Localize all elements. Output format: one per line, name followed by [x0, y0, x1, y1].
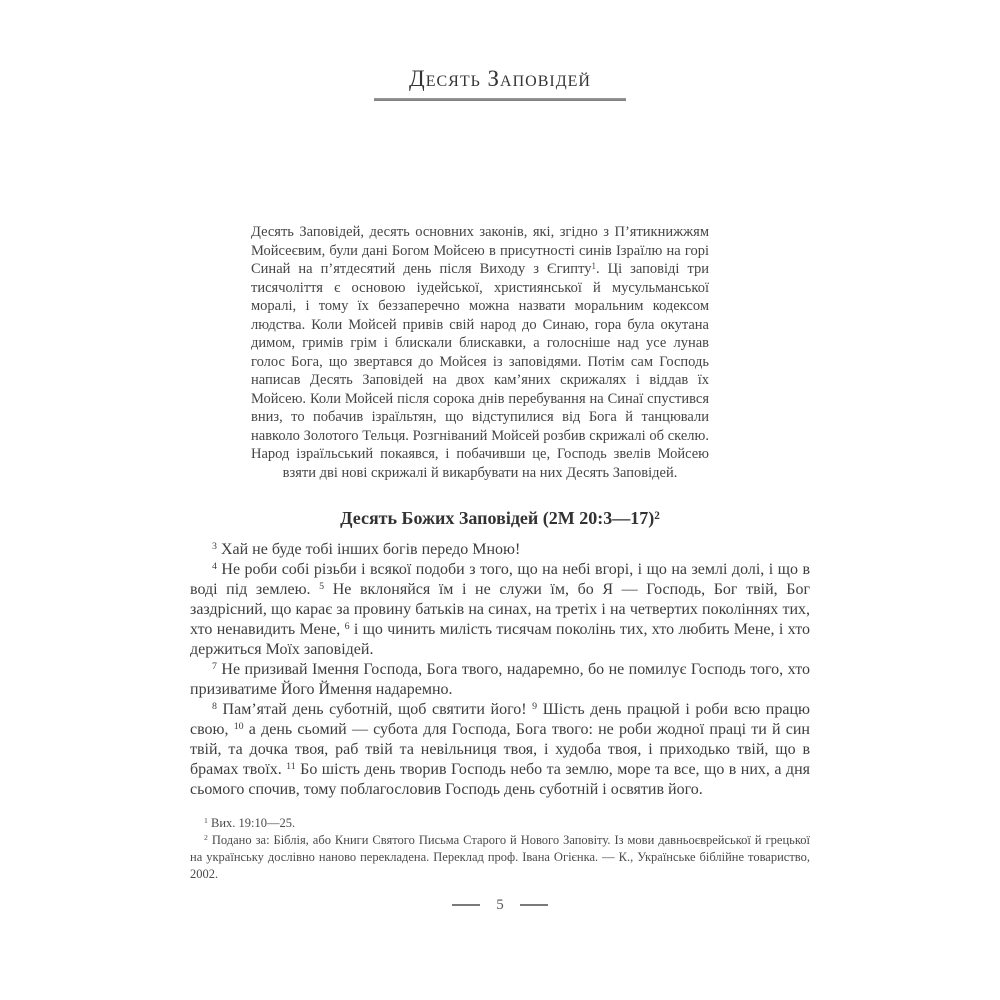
page-header: [0, 0, 1000, 101]
verse-number: 7: [212, 661, 217, 673]
verse-number: 5: [319, 581, 325, 593]
verse-number: 11: [286, 761, 296, 773]
header-rule: [374, 98, 626, 101]
footnote-item: $^1$ Вих. 19:10—25.: [204, 815, 296, 830]
footer-dash-left: [452, 904, 480, 906]
footnote-item: $^2$ Подано за: Біблія, або Книги Святого Письма Старого й Нового Заповіту. Із мови давньоєврейської й грецької на українську дослівно наново перекладена. Переклад проф. Івана Огієнка. — К., Українське біблійне товариство, 2002.: [190, 832, 810, 881]
footnote-ref-icon: 2: [654, 510, 660, 523]
intro-paragraph: Десять Заповідей, десять основних законів, які, згідно з П’ятикнижжям Мойсеєвим, були дані Богом Мойсею в присутності синів Ізраїлю на горі Синай на п’ятдесятий день після Виходу з Єгипту$^1$. Ці заповіді три тисячоліття є основою іудейської, християнської й мусульманської моралі, і тому їх беззаперечно можна назвати моральним кодексом людства. Коли Мойсей привів свій народ до Синаю, гора була окутана димом, гримів грім і блискали блискавки, а голосніше над усе лунав голос Бога, що звертався до Мойсея із заповідями. Потім сам Господь написав Десять Заповідей на двох кам’яних скрижалях і віддав їх Мойсею. Коли Мойсей після сорока днів перебування на Синаї спустився вниз, то побачив ізраїльтян, що відступилися від Бога й танцювали навколо Золотого Тельця. Розгніваний Мойсей розбив скрижалі об скелю. Народ ізраїльський покаявся, і побачивши це, Господь звелів Мойсею взяти дві нові скрижалі й викарбувати на них Десять Заповідей.: [251, 224, 709, 481]
body-paragraph: $^8$ Пам’ятай день суботній, щоб святити його! $^9$ Шість день працюй і роби всю працю свою, $^{10}$ а день сьомий — субота для Господа, Бога твого: не роби жодної праці ти й син твій, та дочка твоя, раб твій та невільниця твоя, і худоба твоя, і приходько твій, що в брамах твоїх. $^{11}$ Бо шість день творив Господь небо та землю, море та все, що в них, а дня сьомого спочив, тому поблагословив Господь день суботній і освятив його.: [190, 700, 810, 798]
section-heading: [190, 508, 810, 530]
section-heading-text: Десять Божих Заповідей (2М 20:3—17): [340, 508, 655, 529]
verse-number: 6: [344, 621, 350, 633]
verse-number: 4: [212, 561, 217, 573]
verse-number: 9: [532, 701, 538, 713]
page-footer: [0, 897, 1000, 914]
verse-number: 1: [591, 261, 596, 272]
body-paragraph: $^4$ Не роби собі різьби і всякої подоби з того, що на небі вгорі, і що на землі долі, і що в воді під землею. $^5$ Не вклоняйся їм і не служи їм, бо Я — Господь, Бог твій, Бог заздрісний, що карає за провину батьків на синах, на третіх і на четвертих поколіннях тих, хто ненавидить Мене, $^6$ і що чинить милість тисячам поколінь тих, хто любить Мене, і хто держиться Моїх заповідей.: [190, 560, 811, 658]
body-paragraph: $^7$ Не призивай Імення Господа, Бога твого, надаремно, бо не помилує Господь того, хто призиватиме Його Ймення надаремно.: [190, 660, 810, 698]
footnotes: [190, 815, 810, 883]
body-paragraph: $^3$ Хай не буде тобі інших богів передо Мною!: [212, 540, 521, 558]
page-number: 5: [496, 896, 504, 913]
verse-number: 1: [204, 816, 208, 826]
body-paragraphs: [190, 540, 810, 800]
verse-number: 3: [212, 541, 217, 553]
verse-number: 2: [204, 833, 208, 843]
running-head-title: Десять Заповідей: [409, 66, 591, 91]
verse-number: 10: [233, 721, 244, 733]
footer-dash-right: [520, 904, 548, 906]
verse-number: 8: [212, 701, 217, 713]
